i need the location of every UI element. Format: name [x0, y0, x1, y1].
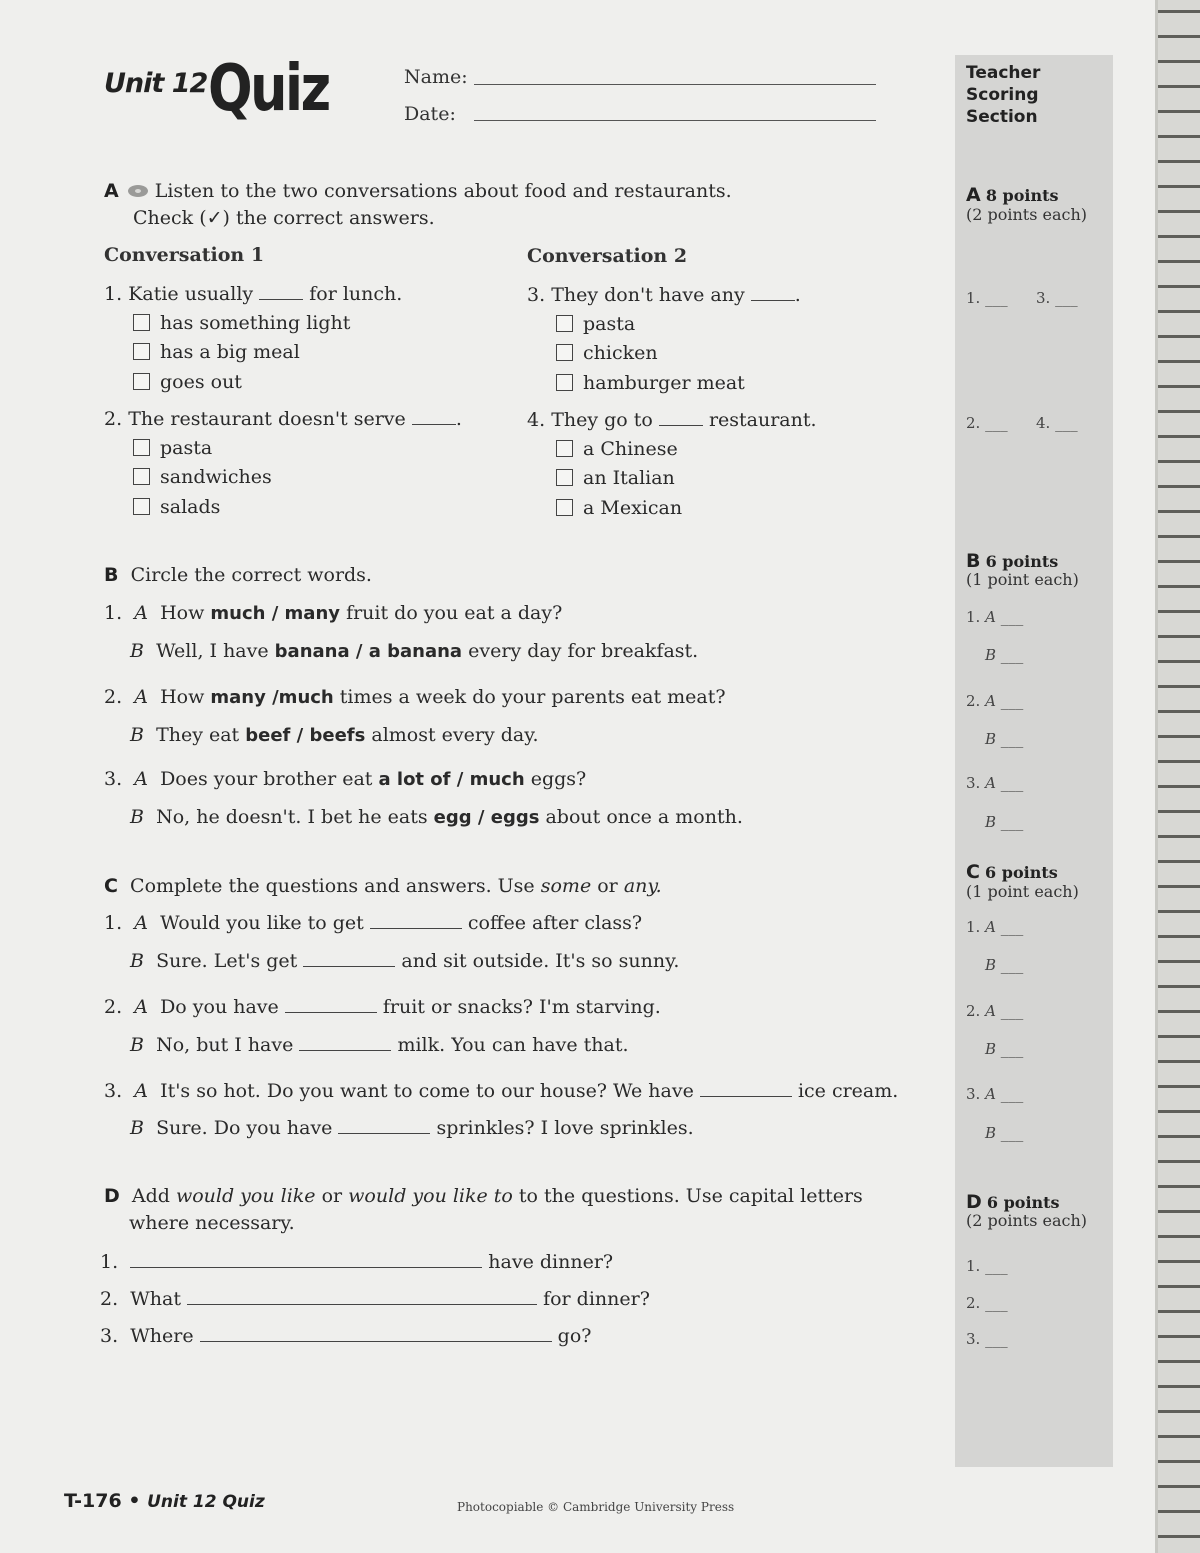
score-a-header [966, 184, 1058, 206]
option-label: has a big meal [160, 341, 300, 363]
score-b-2b[interactable]: B ___ [985, 730, 1024, 748]
score-a-2[interactable]: 2. ___ [966, 414, 1008, 432]
section-a-instruction [104, 180, 732, 202]
speaker-b: B [130, 950, 144, 972]
b3b-post: about once a month. [545, 806, 743, 828]
option-label: salads [160, 496, 221, 518]
d2-blank[interactable] [187, 1304, 537, 1305]
b1-number: 1. [104, 602, 123, 624]
q-a4-option-2[interactable] [556, 467, 675, 489]
checkbox[interactable] [556, 440, 573, 457]
question-a2 [104, 408, 462, 430]
score-b-sub: (1 point each) [966, 570, 1079, 589]
d-instr-wylt: would you like to [348, 1185, 513, 1207]
b3a-pre: Does your brother eat [160, 768, 373, 790]
unit-label: Unit 12 [104, 68, 208, 99]
d-instr-or: or [321, 1185, 343, 1207]
section-c-instruction [104, 875, 662, 897]
speaker-b: B [130, 1117, 144, 1139]
score-a-points: 8 points [985, 186, 1059, 205]
c3-line-a [104, 1080, 898, 1102]
d3-post: go? [557, 1325, 592, 1347]
score-c-2a[interactable] [966, 1002, 1023, 1020]
score-b-3b[interactable]: B ___ [985, 813, 1024, 831]
d1-post: have dinner? [488, 1251, 614, 1273]
q-a2-option-3[interactable] [133, 496, 220, 518]
checkbox[interactable] [133, 439, 150, 456]
c2-number: 2. [104, 996, 123, 1018]
checkbox[interactable] [556, 344, 573, 361]
c1-line-a [104, 912, 642, 934]
date-field[interactable] [474, 120, 876, 121]
q-a1-option-3[interactable] [133, 371, 242, 393]
q-a3-option-2[interactable] [556, 342, 658, 364]
b3a-post: eggs? [530, 768, 587, 790]
footer-page-label [64, 1490, 265, 1512]
b3-line-b [130, 806, 743, 828]
q-a4-blank [659, 425, 703, 426]
score-b-1-num: 1. [966, 608, 981, 626]
q-a1-option-1[interactable] [133, 312, 350, 334]
score-b-3a-val: A ___ [985, 774, 1024, 792]
b1-line-b [130, 640, 698, 662]
name-field[interactable] [474, 84, 876, 85]
section-b-instruction-text: Circle the correct words. [130, 564, 372, 586]
score-c-2a-val: A ___ [985, 1002, 1024, 1020]
speaker-b: B [130, 640, 144, 662]
score-b-points: 6 points [985, 552, 1059, 571]
score-a-3[interactable]: 3. ___ [1036, 289, 1078, 307]
c3a-blank[interactable] [700, 1096, 792, 1097]
q-a3-number: 3. [527, 284, 546, 306]
section-b-letter: B [104, 564, 119, 586]
conversation-1-heading: Conversation 1 [104, 244, 265, 266]
d2-line [100, 1288, 650, 1310]
checkbox[interactable] [133, 373, 150, 390]
b1a-choice[interactable]: much / many [210, 603, 341, 624]
speaker-a: A [134, 996, 148, 1018]
option-label: goes out [160, 371, 242, 393]
b2a-choice[interactable]: many /much [210, 687, 334, 708]
speaker-a: A [134, 768, 148, 790]
q-a1-option-2[interactable] [133, 341, 300, 363]
option-label: chicken [583, 342, 658, 364]
option-label: pasta [160, 437, 213, 459]
quiz-title: Quiz [208, 52, 329, 126]
q-a3-text-start: They don't have any [551, 284, 745, 306]
speaker-a: A [134, 912, 148, 934]
score-b-3a[interactable] [966, 774, 1023, 792]
b3b-choice[interactable]: egg / eggs [433, 807, 540, 828]
b2-number: 2. [104, 686, 123, 708]
q-a4-text-end: restaurant. [708, 409, 817, 431]
c-instr-pre: Complete the questions and answers. Use [130, 875, 535, 897]
checkbox[interactable] [133, 343, 150, 360]
c3-line-b [130, 1117, 694, 1139]
d1-number: 1. [100, 1251, 119, 1273]
q-a2-number: 2. [104, 408, 123, 430]
q-a1-text-end: for lunch. [309, 283, 403, 305]
score-d-sub: (2 points each) [966, 1211, 1088, 1230]
b1-line-a [104, 602, 562, 624]
c1b-blank[interactable] [303, 966, 395, 967]
b2-line-b [130, 724, 539, 746]
score-b-2-num: 2. [966, 692, 981, 710]
d3-number: 3. [100, 1325, 119, 1347]
q-a2-blank [412, 424, 456, 425]
c2-line-a [104, 996, 661, 1018]
score-c-2b[interactable]: B ___ [985, 1040, 1024, 1058]
score-c-1a[interactable] [966, 918, 1023, 936]
d1-line [100, 1251, 613, 1273]
b2b-post: almost every day. [371, 724, 539, 746]
c2a-blank[interactable] [285, 1012, 377, 1013]
c1-line-b [130, 950, 679, 972]
score-a-letter: A [966, 184, 981, 206]
section-c-letter: C [104, 875, 118, 897]
section-d-instruction [104, 1185, 863, 1207]
c3a-pre: It's so hot. Do you want to come to our house? We have [160, 1080, 694, 1102]
b2-line-a [104, 686, 726, 708]
c1a-pre: Would you like to get [160, 912, 364, 934]
c1b-pre: Sure. Let's get [156, 950, 298, 972]
q-a4-option-3[interactable] [556, 497, 682, 519]
footer-title: Unit 12 Quiz [147, 1492, 265, 1512]
c2a-post: fruit or snacks? I'm starving. [382, 996, 661, 1018]
c2b-blank[interactable] [299, 1050, 391, 1051]
footer-page-number: T-176 [64, 1490, 122, 1512]
question-a4 [527, 409, 817, 431]
d3-blank[interactable] [200, 1341, 552, 1342]
c1-number: 1. [104, 912, 123, 934]
date-label: Date: [404, 103, 456, 125]
q-a3-blank [751, 300, 795, 301]
d3-line [100, 1325, 591, 1347]
q-a2-option-2[interactable] [133, 466, 272, 488]
c1a-post: coffee after class? [467, 912, 643, 934]
score-b-letter: B [966, 550, 981, 572]
score-c-points: 6 points [985, 863, 1058, 882]
q-a1-blank [259, 299, 303, 300]
score-d-letter: D [966, 1191, 982, 1213]
section-d-instruction-line2: where necessary. [129, 1212, 295, 1234]
score-c-3b[interactable]: B ___ [985, 1124, 1024, 1142]
c-instr-some: some [540, 875, 592, 897]
c1a-blank[interactable] [370, 928, 462, 929]
score-c-1-num: 1. [966, 918, 981, 936]
q-a3-option-1[interactable] [556, 313, 635, 335]
speaker-b: B [130, 1034, 144, 1056]
teacher-scoring-sidebar [955, 55, 1113, 1467]
q-a4-text-start: They go to [551, 409, 653, 431]
score-b-2a-val: A ___ [985, 692, 1024, 710]
speaker-a: A [134, 1080, 148, 1102]
d-instr-add: Add [131, 1185, 170, 1207]
q-a3-text-end: . [794, 284, 801, 306]
score-d-2[interactable]: 2. ___ [966, 1294, 1008, 1312]
b3b-pre: No, he doesn't. I bet he eats [156, 806, 428, 828]
section-d-letter: D [104, 1185, 120, 1207]
audio-cd-icon [127, 183, 149, 198]
score-d-3[interactable]: 3. ___ [966, 1330, 1008, 1348]
d1-blank[interactable] [130, 1267, 482, 1268]
option-label: hamburger meat [583, 372, 745, 394]
score-b-2a[interactable] [966, 692, 1023, 710]
b1b-choice[interactable]: banana / a banana [274, 641, 463, 662]
option-label: sandwiches [160, 466, 272, 488]
q-a1-number: 1. [104, 283, 123, 305]
footer-bullet: • [128, 1490, 141, 1512]
b1a-pre: How [160, 602, 205, 624]
b2b-pre: They eat [156, 724, 240, 746]
score-c-1b[interactable]: B ___ [985, 956, 1024, 974]
b2a-pre: How [160, 686, 205, 708]
d3-pre: Where [130, 1325, 194, 1347]
speaker-b: B [130, 724, 144, 746]
score-d-1[interactable]: 1. ___ [966, 1257, 1008, 1275]
b1a-post: fruit do you eat a day? [346, 602, 563, 624]
section-a-letter: A [104, 180, 119, 202]
score-c-3a-val: A ___ [985, 1085, 1024, 1103]
question-a1 [104, 283, 402, 305]
q-a2-text-end: . [455, 408, 462, 430]
checkbox[interactable] [133, 468, 150, 485]
section-a-instruction-line1: Listen to the two conversations about food and restaurants. [154, 180, 732, 202]
score-b-1a[interactable] [966, 608, 1023, 626]
d2-post: for dinner? [543, 1288, 650, 1310]
score-b-1a-val: A ___ [985, 608, 1024, 626]
checkbox[interactable] [556, 315, 573, 332]
score-c-sub: (1 point each) [966, 882, 1079, 901]
spiral-binding [1155, 0, 1200, 1553]
checkbox[interactable] [133, 314, 150, 331]
d2-number: 2. [100, 1288, 119, 1310]
checkbox[interactable] [556, 374, 573, 391]
c2b-pre: No, but I have [156, 1034, 294, 1056]
c3-number: 3. [104, 1080, 123, 1102]
option-label: pasta [583, 313, 636, 335]
c3b-post: sprinkles? I love sprinkles. [436, 1117, 694, 1139]
d2-pre: What [130, 1288, 181, 1310]
score-c-1a-val: A ___ [985, 918, 1024, 936]
c3b-blank[interactable] [338, 1133, 430, 1134]
checkbox[interactable] [556, 499, 573, 516]
b2b-choice[interactable]: beef / beefs [245, 725, 366, 746]
q-a3-option-3[interactable] [556, 372, 745, 394]
c-instr-or: or [597, 875, 618, 897]
score-a-1[interactable]: 1. ___ [966, 289, 1008, 307]
c2b-post: milk. You can have that. [397, 1034, 629, 1056]
option-label: a Mexican [583, 497, 683, 519]
section-b-instruction [104, 564, 372, 586]
section-a-instruction-line2: Check (✓) the correct answers. [133, 207, 435, 229]
b3-number: 3. [104, 768, 123, 790]
c1b-post: and sit outside. It's so sunny. [401, 950, 680, 972]
c3a-post: ice cream. [797, 1080, 899, 1102]
question-a3 [527, 284, 801, 306]
q-a4-option-1[interactable] [556, 438, 678, 460]
b1b-pre: Well, I have [156, 640, 269, 662]
score-b-3-num: 3. [966, 774, 981, 792]
score-b-1b[interactable]: B ___ [985, 646, 1024, 664]
score-c-3a[interactable] [966, 1085, 1023, 1103]
score-c-header [966, 861, 1058, 883]
checkbox[interactable] [133, 498, 150, 515]
b2a-post: times a week do your parents eat meat? [339, 686, 726, 708]
q-a2-text-start: The restaurant doesn't serve [128, 408, 406, 430]
c-instr-any: any. [623, 875, 662, 897]
c2a-pre: Do you have [160, 996, 279, 1018]
b3a-choice[interactable]: a lot of / much [378, 769, 525, 790]
score-b-header [966, 550, 1058, 572]
b1b-post: every day for breakfast. [468, 640, 699, 662]
conversation-2-heading: Conversation 2 [527, 245, 688, 267]
score-a-sub: (2 points each) [966, 205, 1088, 224]
scoring-section-title: Teacher Scoring Section [966, 63, 1041, 127]
footer-copyright: Photocopiable © Cambridge University Press [457, 1500, 735, 1514]
c2-line-b [130, 1034, 629, 1056]
score-c-3-num: 3. [966, 1085, 981, 1103]
d-instr-rest: to the questions. Use capital letters [518, 1185, 863, 1207]
speaker-b: B [130, 806, 144, 828]
checkbox[interactable] [556, 469, 573, 486]
b3-line-a [104, 768, 586, 790]
q-a1-text-start: Katie usually [128, 283, 254, 305]
c3b-pre: Sure. Do you have [156, 1117, 333, 1139]
score-d-header [966, 1191, 1060, 1213]
score-a-4[interactable]: 4. ___ [1036, 414, 1078, 432]
speaker-a: A [134, 686, 148, 708]
d-instr-wyl: would you like [175, 1185, 316, 1207]
q-a2-option-1[interactable] [133, 437, 212, 459]
option-label: an Italian [583, 467, 675, 489]
option-label: has something light [160, 312, 351, 334]
name-label: Name: [404, 66, 468, 88]
speaker-a: A [134, 602, 148, 624]
score-d-points: 6 points [986, 1193, 1060, 1212]
option-label: a Chinese [583, 438, 678, 460]
q-a4-number: 4. [527, 409, 546, 431]
score-c-2-num: 2. [966, 1002, 981, 1020]
score-c-letter: C [966, 861, 980, 883]
